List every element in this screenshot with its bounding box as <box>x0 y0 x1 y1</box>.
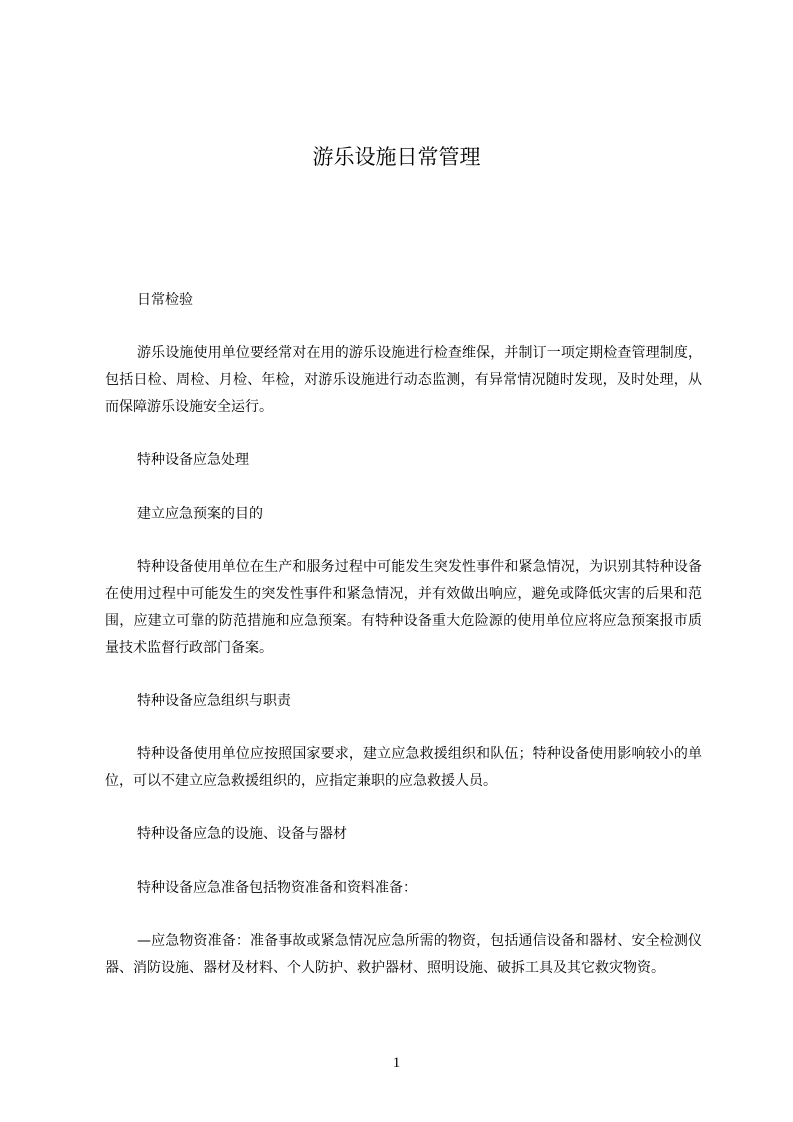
section-heading-emergency-handling: 特种设备应急处理 <box>137 452 249 468</box>
paragraph-organization: 特种设备使用单位应按照国家要求，建立应急救援组织和队伍；特种设备使用影响较小的单位，可以不建立应急救援组织的，应指定兼职的应急救援人员。 <box>105 746 702 789</box>
section-heading-preparation: 特种设备应急准备包括物资准备和资料准备： <box>137 880 417 896</box>
section-heading-daily-inspection: 日常检验 <box>137 292 193 308</box>
paragraph-daily-inspection: 游乐设施使用单位要经常对在用的游乐设施进行检查维保，并制订一项定期检查管理制度，包括日检、周检、月检、年检，对游乐设施进行动态监测，有异常情况随时发现，及时处理，从而保障游乐设施安全运行。 <box>105 345 702 415</box>
document-title: 游乐设施日常管理 <box>312 145 481 169</box>
section-heading-organization: 特种设备应急组织与职责 <box>137 693 291 709</box>
paragraph-plan-purpose: 特种设备使用单位在生产和服务过程中可能发生突发性事件和紧急情况，为识别其特种设备在使用过程中可能发生的突发性事件和紧急情况，并有效做出响应，避免或降低灾害的后果和范围，应建立可靠的防范措施和应急预案。有特种设备重大危险源的使用单位应将应急预案报市质量技术监督行政部门备案。 <box>105 559 702 656</box>
section-heading-facilities: 特种设备应急的设施、设备与器材 <box>137 826 347 842</box>
section-heading-plan-purpose: 建立应急预案的目的 <box>137 506 263 522</box>
paragraph-material-preparation: —应急物资准备：准备事故或紧急情况应急所需的物资，包括通信设备和器材、安全检测仪器、消防设施、器材及材料、个人防护、救护器材、照明设施、破拆工具及其它救灾物资。 <box>105 933 702 976</box>
page-number: 1 <box>392 1055 401 1071</box>
document-body <box>105 288 702 1009</box>
